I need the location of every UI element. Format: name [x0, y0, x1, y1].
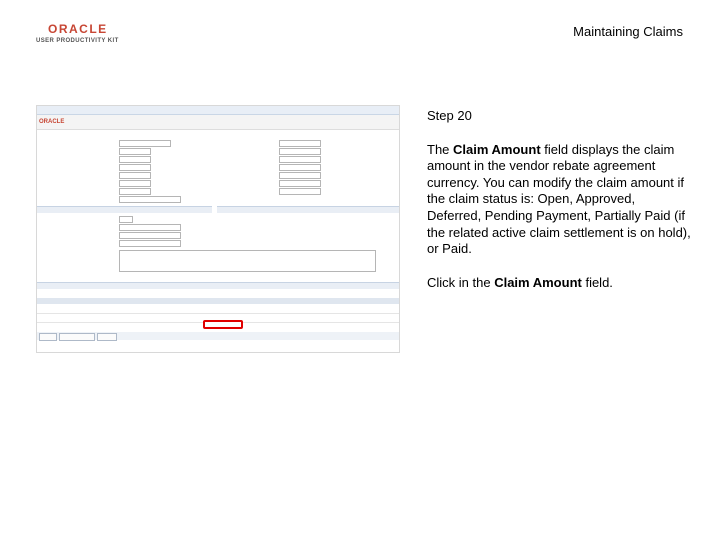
screenshot-notify-button	[97, 333, 117, 341]
oracle-upk-logo	[36, 22, 126, 48]
step-description: The Claim Amount field displays the claim amount in the vendor rebate agreement currency. You can modify the claim amount if the claim status is: Open, Approved, Deferred, Pending Payment, Partially Paid (if the related active claim settlement is on hold), or Paid.	[427, 141, 691, 257]
claim-amount-term: Claim Amount	[494, 274, 582, 290]
screenshot-lines-header	[37, 282, 399, 289]
screenshot-button-bar	[37, 332, 399, 340]
screenshot-grid-header	[37, 298, 399, 304]
application-screenshot	[36, 105, 400, 353]
screenshot-return-button	[59, 333, 95, 341]
screenshot-section-left	[37, 206, 212, 213]
logo-product-name: USER PRODUCTIVITY KIT	[36, 38, 119, 44]
screenshot-grid-row-1	[37, 305, 399, 314]
step-action: Click in the Claim Amount field.	[427, 274, 613, 290]
screenshot-save-button	[39, 333, 57, 341]
page-title: Maintaining Claims	[573, 24, 683, 39]
screenshot-section-right	[217, 206, 399, 213]
instruction-panel	[427, 108, 692, 291]
logo-wordmark: ORACLE	[48, 22, 108, 36]
screenshot-brand: ORACLE	[39, 119, 65, 125]
claim-amount-field-highlight[interactable]	[203, 320, 243, 329]
screenshot-brand-bar	[37, 115, 399, 130]
step-number: Step 20	[427, 108, 472, 123]
claim-amount-term: Claim Amount	[453, 141, 541, 157]
screenshot-breadcrumb-bar	[37, 106, 399, 115]
